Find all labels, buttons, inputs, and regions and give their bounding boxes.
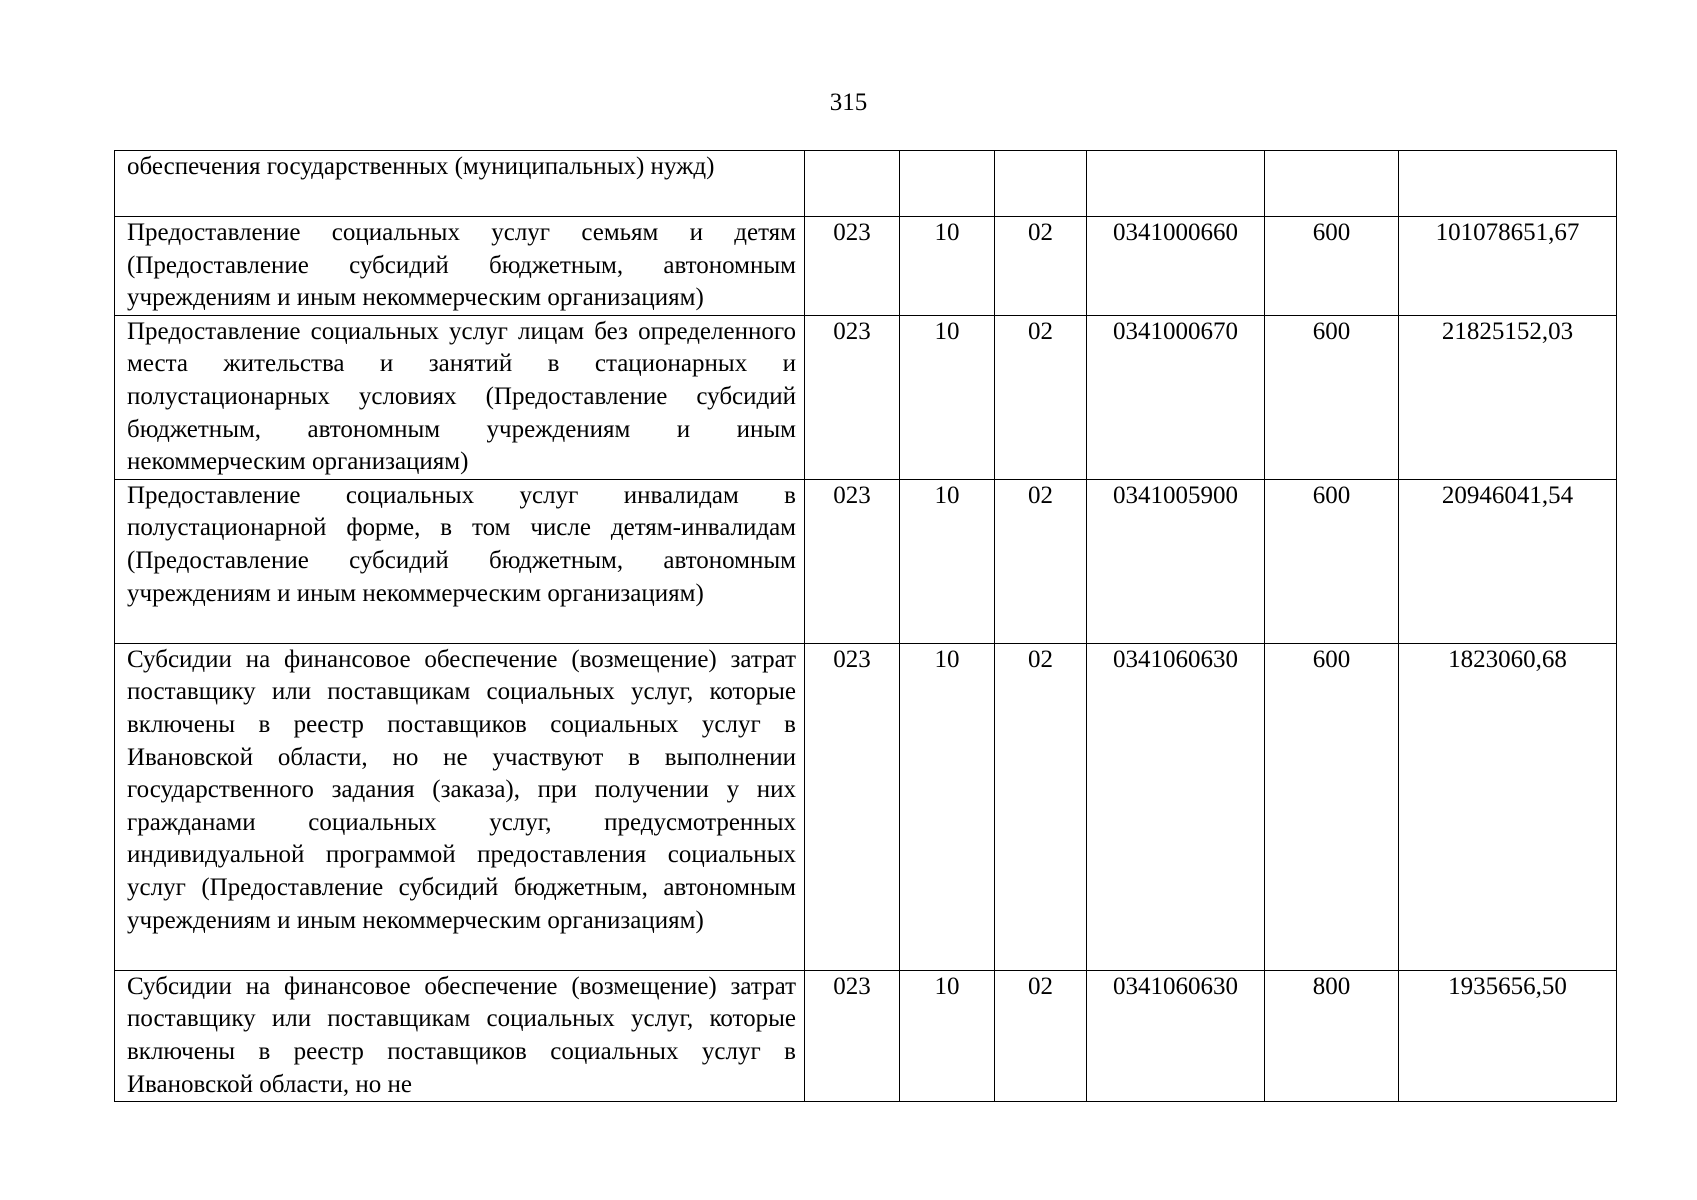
target-article-code: 0341000670 — [1087, 315, 1265, 479]
table-row — [115, 970, 1617, 1101]
target-article-code: 0341005900 — [1087, 479, 1265, 643]
ministry-code: 023 — [805, 315, 900, 479]
amount: 1823060,68 — [1399, 643, 1617, 970]
subsection-code — [995, 151, 1087, 217]
table-row — [115, 151, 1617, 217]
subsection-code: 02 — [995, 315, 1087, 479]
expense-type-code: 600 — [1265, 479, 1399, 643]
expense-type-code — [1265, 151, 1399, 217]
ministry-code: 023 — [805, 479, 900, 643]
subsection-code: 02 — [995, 479, 1087, 643]
subsection-code: 02 — [995, 217, 1087, 316]
row-description: Субсидии на финансовое обеспечение (возмещение) затрат поставщику или поставщикам социальных услуг, которые включены в реестр поставщиков социальных услуг в Ивановской области, но не участвуют в выполнении государственного задания (заказа), при получении у них гражданами социальных услуг, предусмотренных индивидуальной программой предоставления социальных услуг (Предоставление субсидий бюджетным, автономным учреждениям и иным некоммерческим организациям) — [115, 643, 805, 970]
section-code: 10 — [900, 217, 995, 316]
expense-type-code: 600 — [1265, 643, 1399, 970]
subsection-code: 02 — [995, 643, 1087, 970]
amount: 21825152,03 — [1399, 315, 1617, 479]
ministry-code: 023 — [805, 217, 900, 316]
row-description: Предоставление социальных услуг семьям и детям (Предоставление субсидий бюджетным, автономным учреждениям и иным некоммерческим организациям) — [115, 217, 805, 316]
table-row — [115, 315, 1617, 479]
target-article-code: 0341000660 — [1087, 217, 1265, 316]
row-description: Субсидии на финансовое обеспечение (возмещение) затрат поставщику или поставщикам социальных услуг, которые включены в реестр поставщиков социальных услуг в Ивановской области, но не — [115, 970, 805, 1101]
target-article-code — [1087, 151, 1265, 217]
ministry-code: 023 — [805, 643, 900, 970]
target-article-code: 0341060630 — [1087, 970, 1265, 1101]
section-code: 10 — [900, 315, 995, 479]
row-description: Предоставление социальных услуг лицам без определенного места жительства и занятий в стационарных и полустационарных условиях (Предоставление субсидий бюджетным, автономным учреждениям и иным некоммерческим организациям) — [115, 315, 805, 479]
amount: 101078651,67 — [1399, 217, 1617, 316]
expense-type-code: 800 — [1265, 970, 1399, 1101]
expense-type-code: 600 — [1265, 315, 1399, 479]
amount: 1935656,50 — [1399, 970, 1617, 1101]
ministry-code: 023 — [805, 970, 900, 1101]
section-code — [900, 151, 995, 217]
section-code: 10 — [900, 970, 995, 1101]
section-code: 10 — [900, 643, 995, 970]
ministry-code — [805, 151, 900, 217]
row-description: обеспечения государственных (муниципальных) нужд) — [115, 151, 805, 217]
subsection-code: 02 — [995, 970, 1087, 1101]
page-number: 315 — [829, 89, 868, 116]
target-article-code: 0341060630 — [1087, 643, 1265, 970]
row-description: Предоставление социальных услуг инвалидам в полустационарной форме, в том числе детям-инвалидам (Предоставление субсидий бюджетным, автономным учреждениям и иным некоммерческим организациям) — [115, 479, 805, 643]
expense-type-code: 600 — [1265, 217, 1399, 316]
table-row — [115, 217, 1617, 316]
amount — [1399, 151, 1617, 217]
table-row — [115, 479, 1617, 643]
table-row — [115, 643, 1617, 970]
section-code: 10 — [900, 479, 995, 643]
budget-table — [114, 150, 1617, 1102]
amount: 20946041,54 — [1399, 479, 1617, 643]
